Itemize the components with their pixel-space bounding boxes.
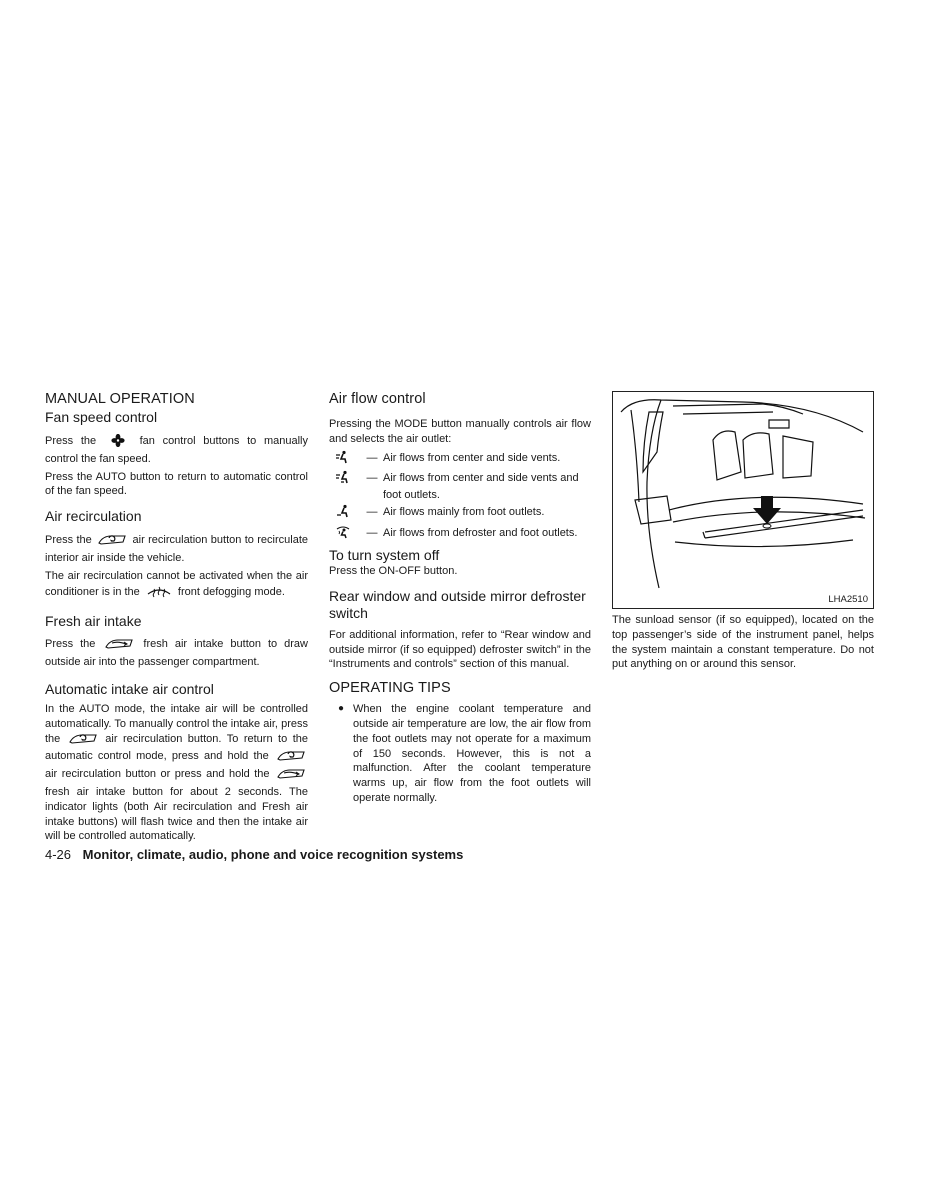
- vent-center-side-foot-icon: [329, 470, 361, 503]
- paragraph-recirc-1: Press the air recirculation button to recirculate interior air inside the vehicle.: [45, 534, 309, 564]
- recirculation-icon: [97, 533, 127, 551]
- page-number: 4-26: [45, 847, 72, 862]
- section-title-operating-tips: OPERATING TIPS: [329, 680, 451, 697]
- heading-rear-window-defroster: Rear window and outside mirror defroster switch: [329, 587, 586, 621]
- column-left: [45, 391, 308, 847]
- figure-caption: The sunload sensor (if so equipped), located on the top passenger’s side of the instrument panel, helps the system maintain a constant temperature. Do not put anything on or around this sensor.: [612, 614, 874, 671]
- paragraph-turnoff-1: Press the ON-OFF button.: [329, 565, 458, 578]
- recirculation-icon: [68, 732, 98, 750]
- fresh-air-icon: [104, 637, 134, 655]
- list-item: ● When the engine coolant temperature and outside air temperature are low, the air flow from the foot outlets may not operate for a maximum of 150 seconds. However, this is not a malfunction. After the coolant temperature warms up, air flow from the foot outlets will operate normally.: [329, 702, 591, 806]
- paragraph-auto-1: In the AUTO mode, the intake air will be controlled automatically. To manually control the intake air, press the air recirculation button. To return to the automatic control mode, press and hold the air recirculation button or press and hold the fresh air intake button for about 2 seconds. The indicator lights (both Air recirculation and Fresh air intake buttons) will flash twice and then the intake air will be controlled automatically.: [45, 702, 309, 843]
- fresh-air-icon: [276, 767, 306, 785]
- fan-icon: [106, 434, 130, 452]
- heading-automatic-intake-air-control: Automatic intake air control: [45, 680, 214, 697]
- paragraph-fan-1: Press the fan control buttons to manually control the fan speed.: [45, 435, 308, 465]
- heading-fan-speed-control: Fan speed control: [45, 409, 158, 425]
- paragraph-fan-2: Press the AUTO button to return to automatic control of the fan speed.: [45, 470, 308, 498]
- airflow-item: — Air flows from center and side vents and foot outlets.: [329, 470, 591, 503]
- paragraph-rear-1: For additional information, refer to “Rear window and outside mirror (if so equipped) defroster switch” in the “Instruments and controls” section of this manual.: [329, 628, 591, 671]
- paragraph-recirc-2: The air recirculation cannot be activated when the air conditioner is in the front defogging mode.: [45, 569, 308, 603]
- heading-air-recirculation: Air recirculation: [45, 508, 142, 525]
- paragraph-airflow-1: Pressing the MODE button manually controls air flow and selects the air outlet:: [329, 418, 591, 445]
- airflow-item: — Air flows from center and side vents.: [329, 450, 591, 470]
- heading-air-flow-control: Air flow control: [329, 391, 426, 407]
- airflow-item: — Air flows mainly from foot outlets.: [329, 504, 591, 524]
- vent-foot-icon: [329, 504, 361, 524]
- heading-fresh-air-intake: Fresh air intake: [45, 613, 142, 630]
- heading-turn-system-off: To turn system off: [329, 547, 440, 564]
- chapter-title: Monitor, climate, audio, phone and voice recognition systems: [82, 847, 464, 862]
- bullet-icon: ●: [337, 703, 345, 715]
- airflow-item: — Air flows from defroster and foot outlets.: [329, 525, 591, 545]
- car-interior-drawing: [613, 392, 873, 608]
- paragraph-fresh-1: Press the fresh air intake button to draw outside air into the passenger compartment.: [45, 638, 308, 669]
- column-middle: [329, 391, 591, 806]
- column-right: [612, 391, 874, 675]
- recirculation-icon: [276, 749, 306, 767]
- page-footer: [45, 847, 463, 862]
- front-defrost-icon: [145, 584, 173, 603]
- vent-center-side-icon: [329, 450, 361, 470]
- sunload-sensor-illustration: [612, 391, 874, 609]
- vent-defrost-foot-icon: [329, 525, 361, 545]
- figure-label: LHA2510: [828, 594, 868, 605]
- section-title-manual-operation: MANUAL OPERATION: [45, 391, 195, 407]
